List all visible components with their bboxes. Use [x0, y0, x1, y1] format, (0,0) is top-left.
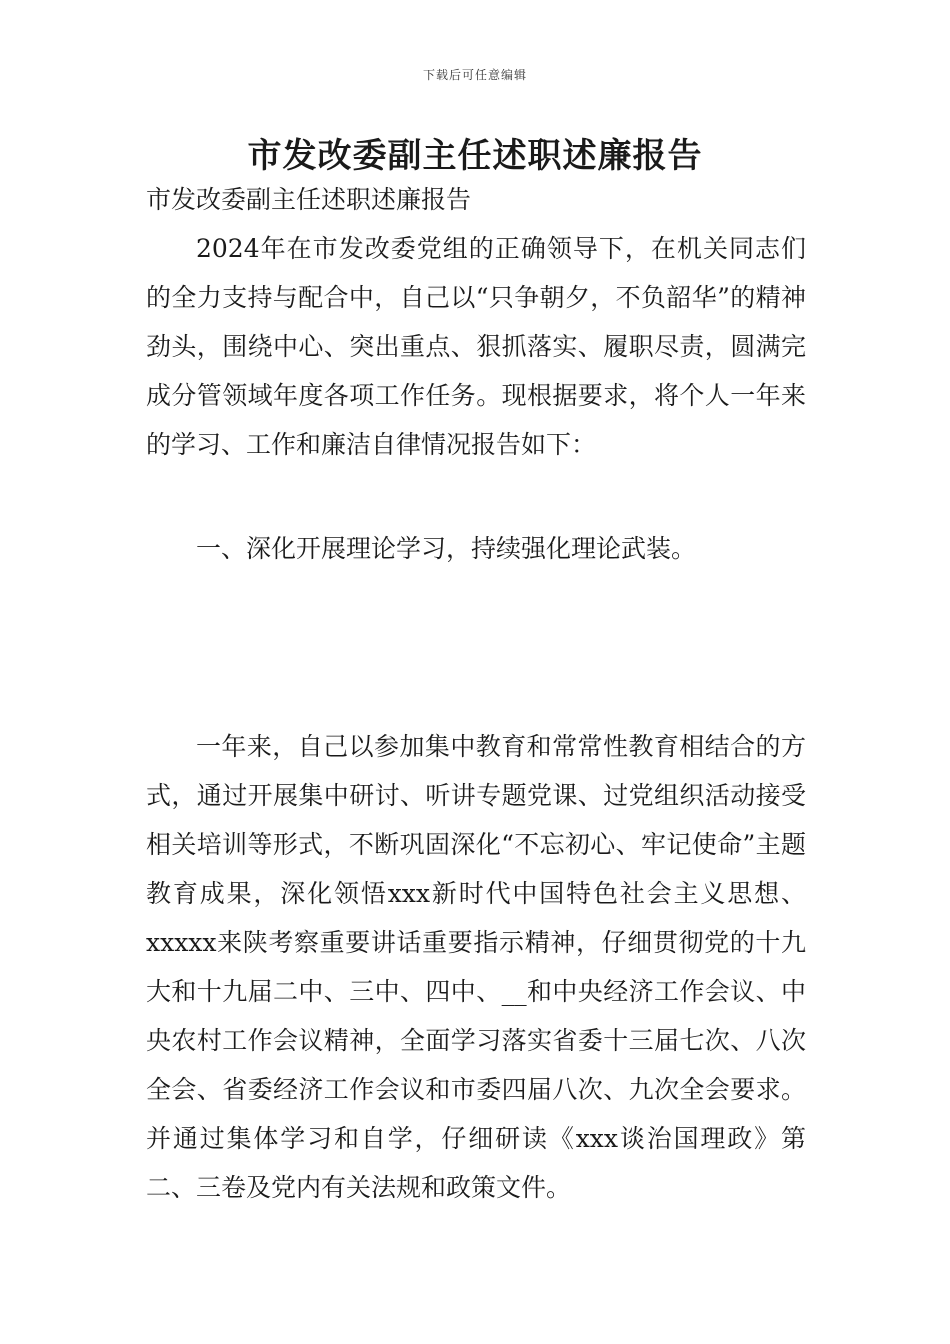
document-subtitle: 市发改委副主任述职述廉报告 — [146, 185, 472, 214]
paragraph-intro: 2024年在市发改委党组的正确领导下，在机关同志们的全力支持与配合中，自己以“只争朝夕，不负韶华”的精神劲头，围绕中心、突出重点、狠抓落实、履职尽责，圆满完成分管领域年度各项工作任务。现根据要求，将个人一年来的学习、工作和廉洁自律情况报告如下： — [146, 234, 806, 459]
page-header-note: 下载后可任意编辑 — [422, 68, 527, 82]
document-title: 市发改委副主任述职述廉报告 — [247, 136, 703, 176]
paragraph-study: 一年来，自己以参加集中教育和常常性教育相结合的方式，通过开展集中研讨、听讲专题党课、过党组织活动接受相关培训等形式，不断巩固深化“不忘初心、牢记使命”主题教育成果，深化领悟xxx新时代中国特色社会主义思想、xxxxx来陕考察重要讲话重要指示精神，仔细贯彻党的十九大和十九届二中、三中、四中、__和中央经济工作会议、中央农村工作会议精神，全面学习落实省委十三届七次、八次全会、省委经济工作会议和市委四届八次、九次全会要求。并通过集体学习和自学，仔细研读《xxx谈治国理政》第二、三卷及党内有关法规和政策文件。 — [146, 732, 806, 1202]
section-heading-1: 一、深化开展理论学习，持续强化理论武装。 — [196, 534, 697, 563]
